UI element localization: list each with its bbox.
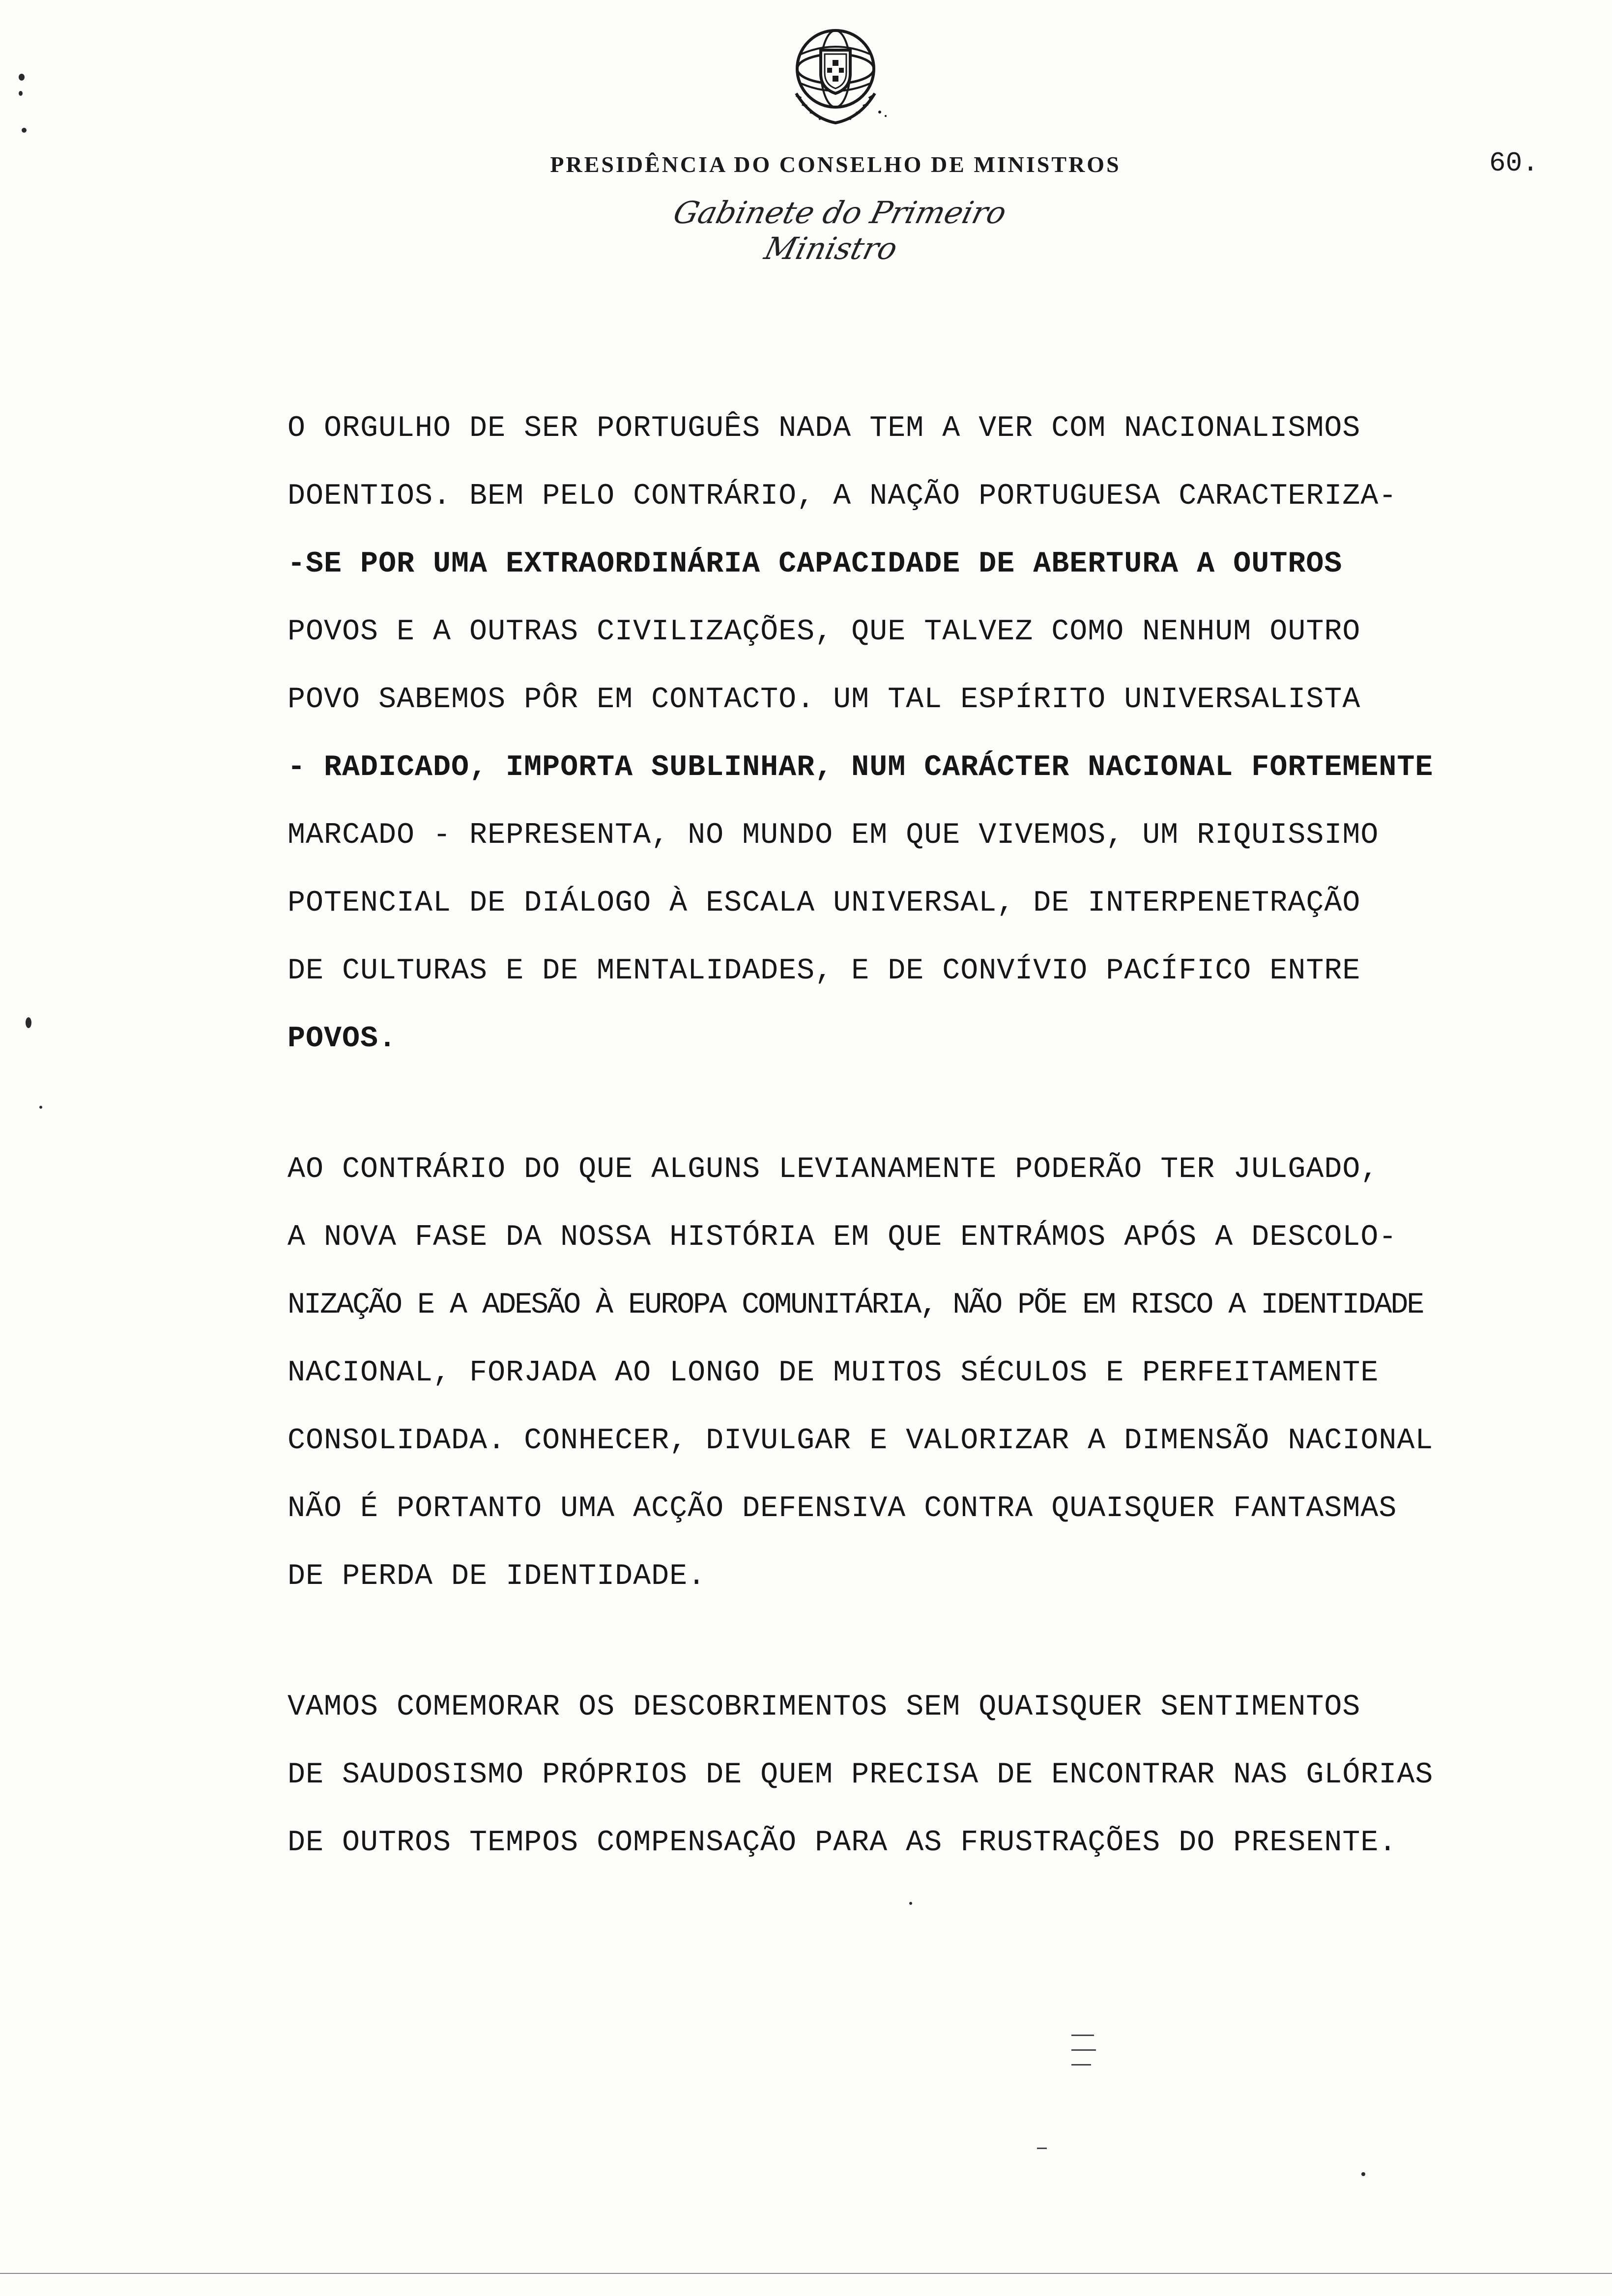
paragraph-line: NACIONAL, FORJADA AO LONGO DE MUITOS SÉCULOS E PERFEITAMENTE [288, 1356, 1379, 1390]
paragraph-line: A NOVA FASE DA NOSSA HISTÓRIA EM QUE ENTRÁMOS APÓS A DESCOLO- [288, 1221, 1397, 1254]
portuguese-coat-of-arms-icon [781, 20, 894, 133]
paragraph-line: DE CULTURAS E DE MENTALIDADES, E DE CONVÍVIO PACÍFICO ENTRE [288, 954, 1361, 988]
paragraph-line: DOENTIOS. BEM PELO CONTRÁRIO, A NAÇÃO PORTUGUESA CARACTERIZA- [288, 480, 1397, 513]
paragraph-line: - RADICADO, IMPORTA SUBLINHAR, NUM CARÁCTER NACIONAL FORTEMENTE [288, 751, 1434, 784]
paragraph-line: DE SAUDOSISMO PRÓPRIOS DE QUEM PRECISA DE ENCONTRAR NAS GLÓRIAS [288, 1758, 1434, 1792]
paragraph-line: CONSOLIDADA. CONHECER, DIVULGAR E VALORIZAR A DIMENSÃO NACIONAL [288, 1424, 1434, 1458]
paragraph-line: POVO SABEMOS PÔR EM CONTACTO. UM TAL ESPÍRITO UNIVERSALISTA [288, 683, 1361, 717]
paragraph-line: POTENCIAL DE DIÁLOGO À ESCALA UNIVERSAL, DE INTERPENETRAÇÃO [288, 887, 1361, 920]
institution-heading: PRESIDÊNCIA DO CONSELHO DE MINISTROS [550, 152, 1121, 177]
cabinet-subtitle: Gabinete do Primeiro Ministro [669, 195, 1010, 266]
paragraph-line: DE OUTROS TEMPOS COMPENSAÇÃO PARA AS FRUSTRAÇÕES DO PRESENTE. [288, 1826, 1397, 1860]
paragraph-line: AO CONTRÁRIO DO QUE ALGUNS LEVIANAMENTE PODERÃO TER JULGADO, [288, 1153, 1379, 1186]
paragraph-line: POVOS E A OUTRAS CIVILIZAÇÕES, QUE TALVEZ COMO NENHUM OUTRO [288, 615, 1361, 649]
paragraph-line: MARCADO - REPRESENTA, NO MUNDO EM QUE VIVEMOS, UM RIQUISSIMO [288, 819, 1379, 852]
paragraph-line: DE PERDA DE IDENTIDADE. [288, 1560, 706, 1593]
paragraph-line: POVOS. [288, 1022, 397, 1056]
paragraph-line: O ORGULHO DE SER PORTUGUÊS NADA TEM A VER COM NACIONALISMOS [288, 412, 1361, 445]
paragraph-line: NÃO É PORTANTO UMA ACÇÃO DEFENSIVA CONTRA QUAISQUER FANTASMAS [288, 1492, 1397, 1525]
page-number: 60. [1489, 147, 1539, 179]
paragraph-line: -SE POR UMA EXTRAORDINÁRIA CAPACIDADE DE ABERTURA A OUTROS [288, 547, 1343, 581]
paragraph-line: VAMOS COMEMORAR OS DESCOBRIMENTOS SEM QUAISQUER SENTIMENTOS [288, 1691, 1361, 1724]
paragraph-line: NIZAÇÃO E A ADESÃO À EUROPA COMUNITÁRIA, NÃO PÕE EM RISCO A IDENTIDADE [288, 1289, 1423, 1322]
